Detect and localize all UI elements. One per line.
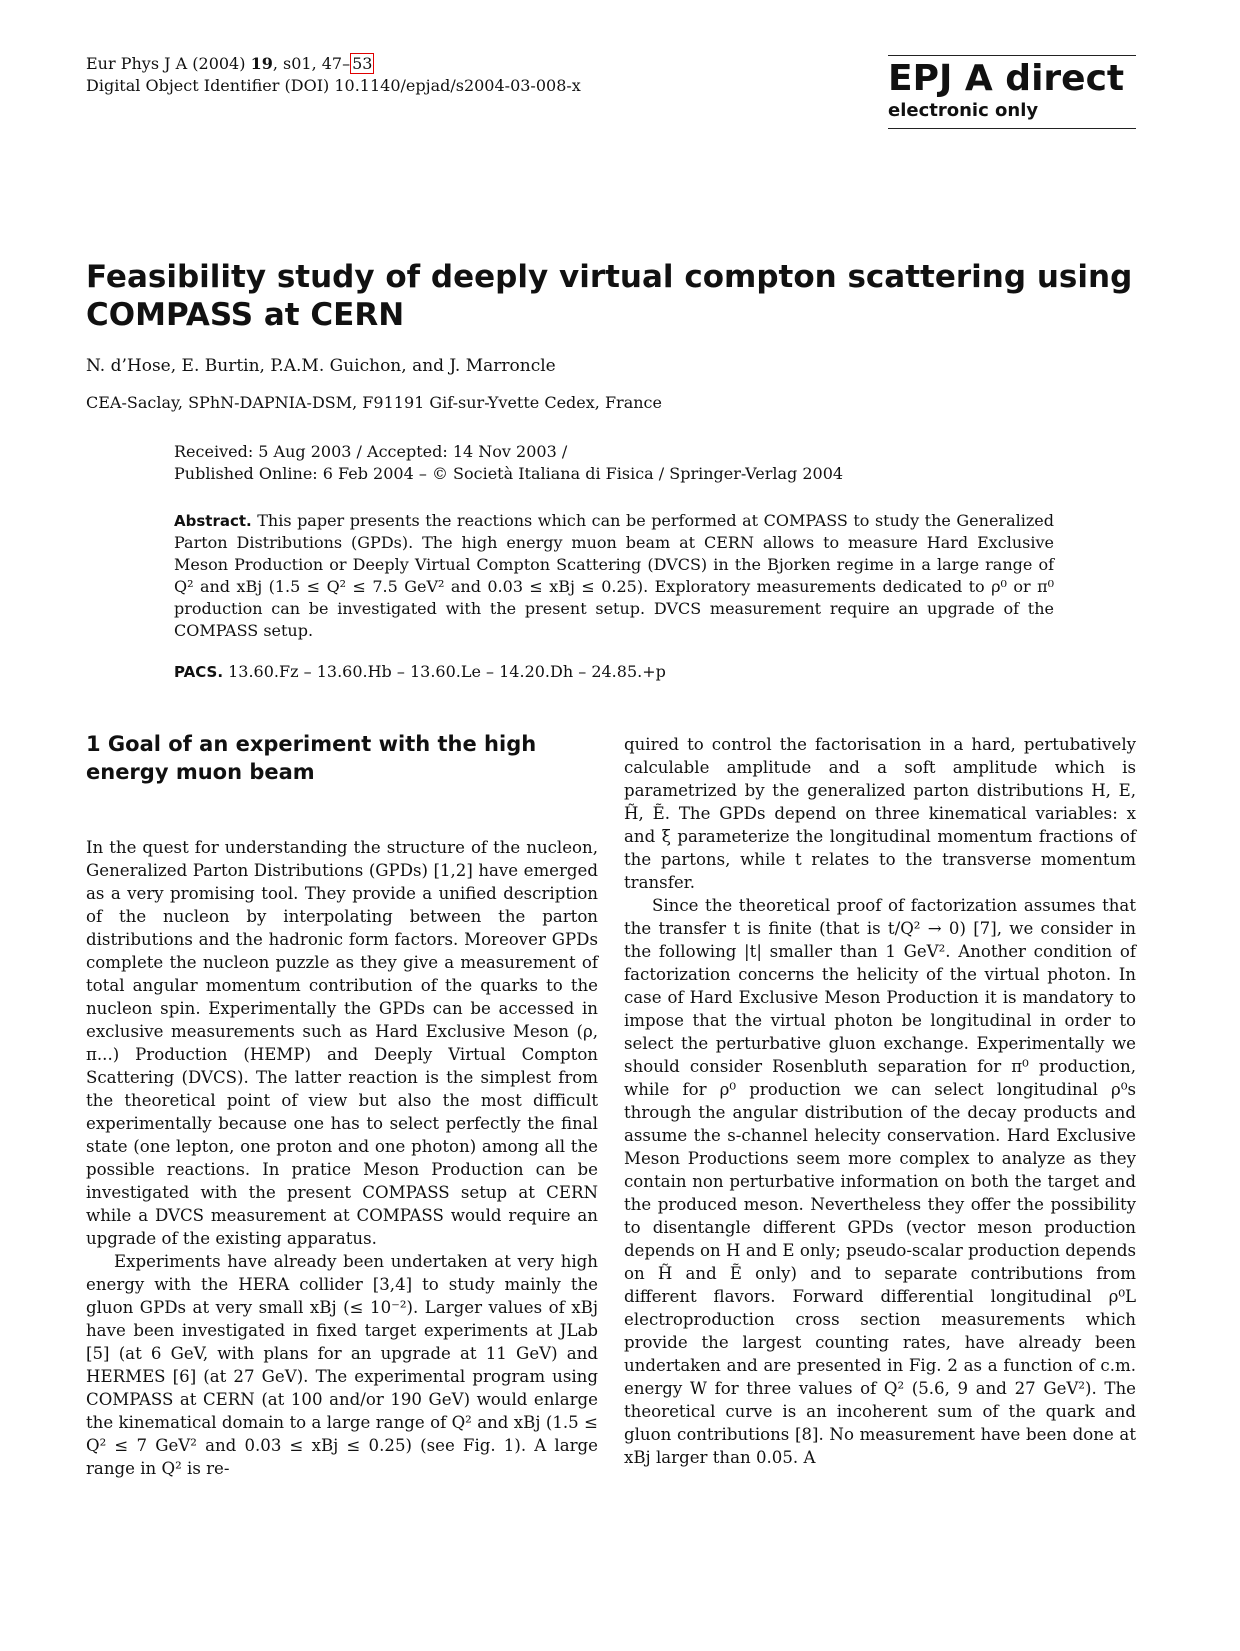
published-online: Published Online: 6 Feb 2004 – © Società Italiana di Fisica / Springer-Verlag 2004 bbox=[174, 464, 844, 483]
abstract bbox=[174, 510, 1054, 642]
paragraph: quired to control the factorisation in a hard, pertubatively calculable amplitude and a soft amplitude which is parametrized by the generalized parton distributions H, E, H̃, Ẽ. The GPDs depend on three kinematical variables: x and ξ parameterize the longitudinal momentum fractions of the partons, while t relates to the transverse momentum transfer. bbox=[624, 735, 1136, 892]
affiliation: CEA-Saclay, SPhN-DAPNIA-DSM, F91191 Gif-sur-Yvette Cedex, France bbox=[86, 393, 662, 412]
abstract-text: This paper presents the reactions which can be performed at COMPASS to study the Generalized Parton Distributions (GPDs). The high energy muon beam at CERN allows to measure Hard Exclusive Meson Production or Deeply Virtual Compton Scattering (DVCS) in the Bjorken regime in a large range of Q² and xBj (1.5 ≤ Q² ≤ 7.5 GeV² and 0.03 ≤ xBj ≤ 0.25). Exploratory measurements dedicated to ρ⁰ or π⁰ production can be investigated with the present setup. DVCS measurement require an upgrade of the COMPASS setup. bbox=[174, 511, 1054, 640]
pacs-text: 13.60.Fz – 13.60.Hb – 13.60.Le – 14.20.Dh – 24.85.+p bbox=[228, 662, 666, 681]
last-page-link[interactable]: 53 bbox=[352, 54, 373, 73]
paragraph: Since the theoretical proof of factorization assumes that the transfer t is finite (that is t/Q² → 0) [7], we consider in the following |t| smaller than 1 GeV². Another condition of factorization concerns the helicity of the virtual photon. In case of Hard Exclusive Meson Production it is mandatory to impose that the virtual photon be longitudinal in order to select the perturbative gluon exchange. Experimentally we should consider Rosenbluth separation for π⁰ production, while for ρ⁰ production we can select longitudinal ρ⁰s through the angular distribution of the decay products and assume the s-channel helecity conservation. Hard Exclusive Meson Productions seem more complex to analyze as they contain non perturbative information on both the target and the produced meson. Nevertheless they offer the possibility to disentangle different GPDs (vector meson production depends on H and E only; pseudo-scalar production depends on H̃ and Ẽ only) and to separate contributions from different flavors. Forward differential longitudinal ρ⁰L electroproduction cross section measurements which provide the largest counting rates, have already been undertaken and are presented in Fig. 2 as a function of c.m. energy W for three values of Q² (5.6, 9 and 27 GeV²). The theoretical curve is an incoherent sum of the quark and gluon contributions [8]. No measurement have been done at xBj larger than 0.05. A bbox=[624, 896, 1136, 1467]
journal-header bbox=[86, 53, 581, 97]
paragraph: In the quest for understanding the structure of the nucleon, Generalized Parton Distributions (GPDs) [1,2] have emerged as a very promising tool. They provide a unified description of the nucleon by interpolating between the parton distributions and the hadronic form factors. Moreover GPDs complete the nucleon puzzle as they give a measurement of total angular momentum contribution of the quarks to the nucleon spin. Experimentally the GPDs can be accessed in exclusive measurements such as Hard Exclusive Meson (ρ, π...) Production (HEMP) and Deeply Virtual Compton Scattering (DVCS). The latter reaction is the simplest from the theoretical point of view but also the most difficult experimentally because one has to select perfectly the final state (one lepton, one proton and one photon) among all the possible reactions. In pratice Meson Production can be investigated with the present COMPASS setup at CERN while a DVCS measurement at COMPASS would require an upgrade of the existing apparatus. bbox=[86, 838, 598, 1248]
brand-title: EPJ A direct bbox=[888, 58, 1125, 99]
volume-number: 19 bbox=[250, 54, 273, 73]
pacs-label: PACS. bbox=[174, 663, 224, 681]
journal-name: Eur Phys J A (2004) bbox=[86, 54, 246, 73]
received-accepted: Received: 5 Aug 2003 / Accepted: 14 Nov 2003 / bbox=[174, 442, 568, 461]
pacs-codes bbox=[174, 662, 666, 681]
paragraph: Experiments have already been undertaken at very high energy with the HERA collider [3,4] to study mainly the gluon GPDs at very small xBj (≤ 10⁻²). Larger values of xBj have been investigated in fixed target experiments at JLab [5] (at 6 GeV, with plans for an upgrade at 11 GeV) and HERMES [6] (at 27 GeV). The experimental program using COMPASS at CERN (at 100 and/or 190 GeV) would enlarge the kinematical domain to a large range of Q² and xBj (1.5 ≤ Q² ≤ 7 GeV² and 0.03 ≤ xBj ≤ 0.25) (see Fig. 1). A large range in Q² is re- bbox=[86, 1252, 598, 1478]
epj-brand bbox=[888, 55, 1136, 129]
left-column bbox=[86, 730, 598, 1480]
abstract-label: Abstract. bbox=[174, 512, 252, 530]
author-list: N. d’Hose, E. Burtin, P.A.M. Guichon, and J. Marroncle bbox=[86, 356, 556, 376]
brand-subtitle: electronic only bbox=[888, 100, 1039, 121]
section-heading: 1 Goal of an experiment with the high energy muon beam bbox=[86, 732, 537, 784]
publication-dates bbox=[174, 441, 843, 485]
citation-line bbox=[86, 53, 581, 75]
doi-line: Digital Object Identifier (DOI) 10.1140/epjad/s2004-03-008-x bbox=[86, 76, 581, 95]
right-column bbox=[624, 733, 1136, 1469]
pages-prefix: , s01, 47– bbox=[272, 54, 351, 73]
paper-title: Feasibility study of deeply virtual compton scattering using COMPASS at CERN bbox=[86, 259, 1133, 333]
